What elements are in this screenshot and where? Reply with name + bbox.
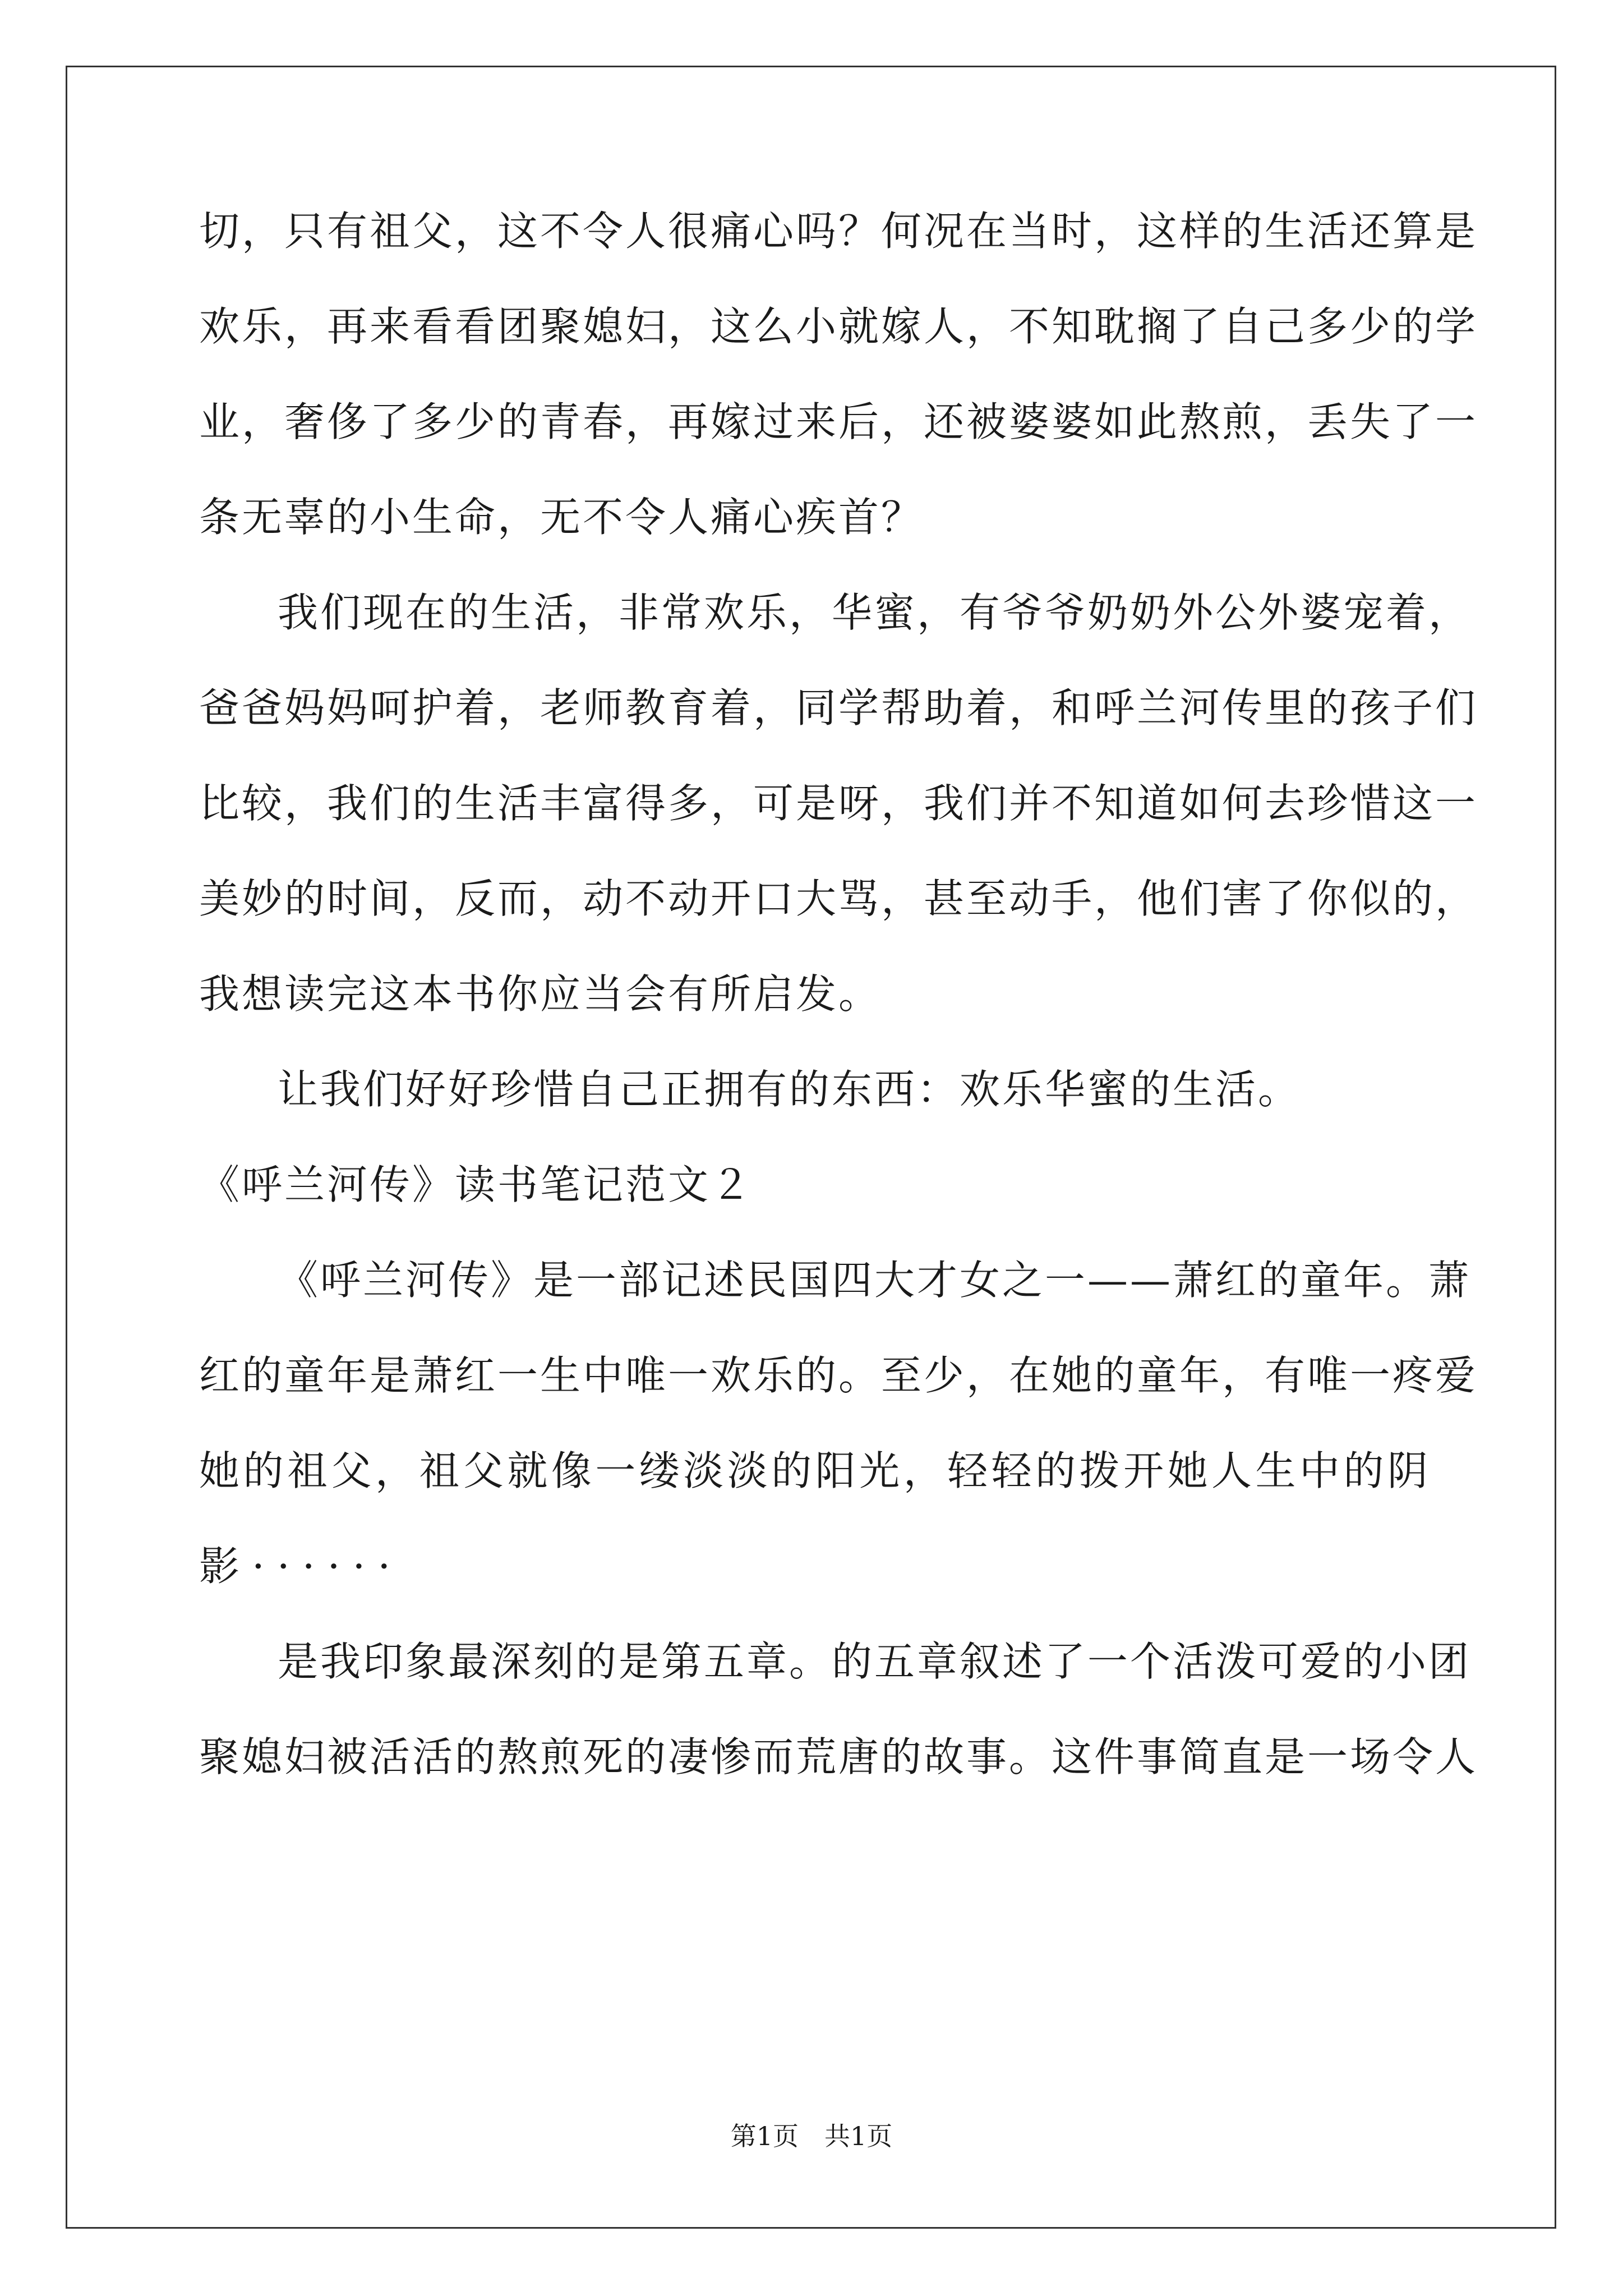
- text-line: 比较，我们的生活丰富得多，可是呀，我们并不知道如何去珍惜这一: [199, 780, 1478, 827]
- text-line: 美妙的时间，反而，动不动开口大骂，甚至动手，他们害了你似的，: [199, 875, 1478, 922]
- section-heading: 《呼兰河传》读书笔记范文２: [199, 1161, 754, 1208]
- paragraph-start-line: 《呼兰河传》是一部记述民国四大才女之一——萧红的童年。萧: [278, 1257, 1472, 1304]
- text-line: 欢乐，再来看看团聚媳妇，这么小就嫁人，不知耽搁了自己多少的学: [199, 303, 1478, 350]
- text-line: 我想读完这本书你应当会有所启发。: [199, 970, 882, 1018]
- text-line: 红的童年是萧红一生中唯一欢乐的。至少，在她的童年，有唯一疼爱: [199, 1352, 1478, 1399]
- text-line: 业，奢侈了多少的青春，再嫁过来后，还被婆婆如此熬煎，丢失了一: [199, 398, 1478, 445]
- text-line: 切，只有祖父，这不令人很痛心吗？何况在当时，这样的生活还算是: [199, 208, 1478, 255]
- paragraph-start-line: 让我们好好珍惜自己正拥有的东西：欢乐华蜜的生活。: [278, 1066, 1301, 1113]
- text-line: 影······: [199, 1543, 403, 1590]
- text-line: 聚媳妇被活活的熬煎死的凄惨而荒唐的故事。这件事简直是一场令人: [199, 1733, 1478, 1780]
- paragraph-start-line: 是我印象最深刻的是第五章。的五章叙述了一个活泼可爱的小团: [278, 1638, 1472, 1685]
- paragraph-start-line: 我们现在的生活，非常欢乐，华蜜，有爷爷奶奶外公外婆宠着，: [278, 589, 1472, 636]
- text-line: 她的祖父，祖父就像一缕淡淡的阳光，轻轻的拨开她人生中的阴: [199, 1447, 1430, 1494]
- text-line: 条无辜的小生命，无不令人痛心疾首？: [199, 494, 924, 541]
- text-line: 爸爸妈妈呵护着，老师教育着，同学帮助着，和呼兰河传里的孩子们: [199, 684, 1478, 731]
- page-number-footer: 第1页 共1页: [730, 2121, 893, 2151]
